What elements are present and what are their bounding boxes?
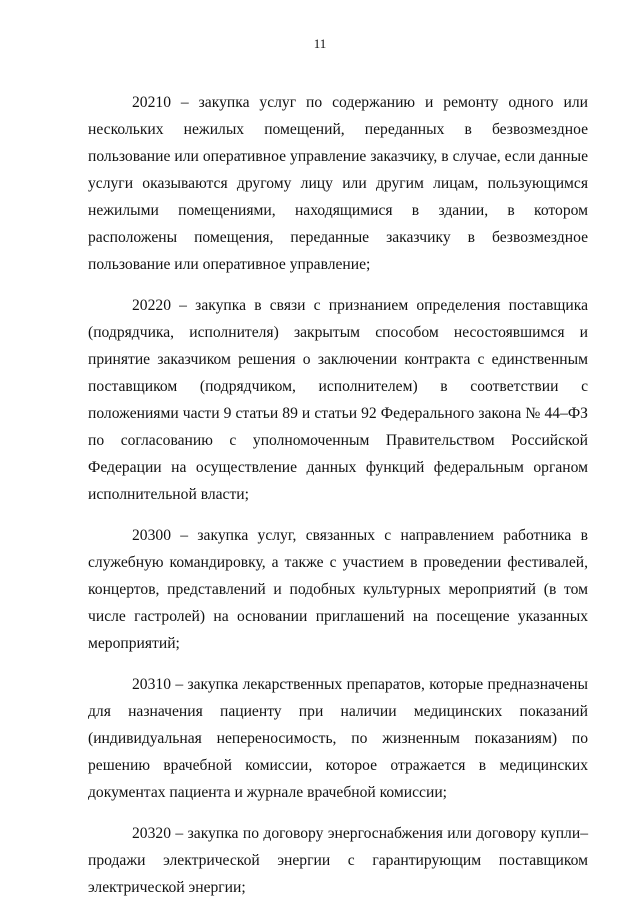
document-body bbox=[88, 89, 588, 915]
paragraph-20300: 20300 – закупка услуг, связанных с направлением работника в служебную командировку, а также с участием в проведении фестивалей, концертов, представлений и подобных культурных мероприятий (в том числе гастролей) на основании приглашений на посещение указанных мероприятий; bbox=[88, 527, 588, 652]
paragraph-20220: 20220 – закупка в связи с признанием определения поставщика (подрядчика, исполнителя) закрытым способом несостоявшимся и принятие заказчиком решения о заключении контракта с единственным поставщиком (подрядчиком, исполнителем) в соответствии с положениями части 9 статьи 89 и статьи 92 Федерального закона № 44–ФЗ по согласованию с уполномоченным Правительством Российской Федерации на осуществление данных функций федеральным органом исполнительной власти; bbox=[88, 297, 588, 503]
paragraph-20210: 20210 – закупка услуг по содержанию и ремонту одного или нескольких нежилых помещений, переданных в безвозмездное пользование или оперативное управление заказчику, в случае, если данные услуги оказываются другому лицу или другим лицам, пользующимся нежилыми помещениями, находящимися в здании, в котором расположены помещения, переданные заказчику в безвозмездное пользование или оперативное управление; bbox=[88, 94, 588, 273]
paragraph-20310: 20310 – закупка лекарственных препаратов, которые предназначены для назначения пациенту при наличии медицинских показаний (индивидуальная непереносимость, по жизненным показаниям) по решению врачебной комиссии, которое отражается в медицинских документах пациента и журнале врачебной комиссии; bbox=[88, 676, 588, 801]
paragraph-20320: 20320 – закупка по договору энергоснабжения или договору купли–продажи электрической энергии с гарантирующим поставщиком электрической энергии; bbox=[88, 825, 588, 896]
page-number: 11 bbox=[313, 36, 327, 51]
